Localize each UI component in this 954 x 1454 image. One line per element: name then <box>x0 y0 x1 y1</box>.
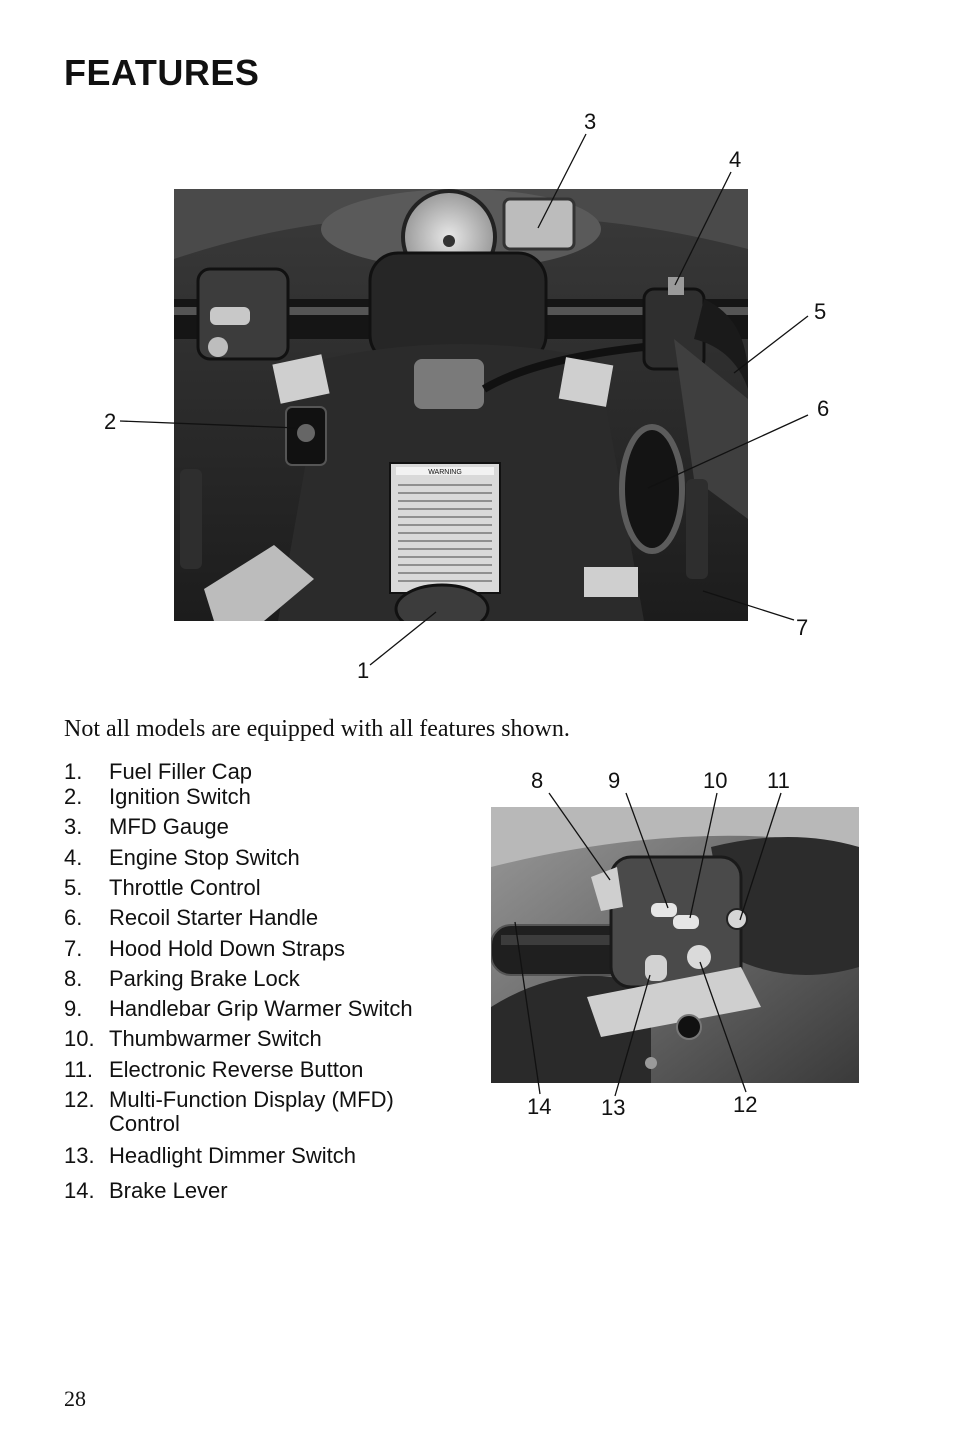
list-item: 3. MFD Gauge <box>64 814 229 839</box>
callout-11: 11 <box>767 768 790 793</box>
cockpit-photo <box>174 189 748 621</box>
recoil-starter-handle <box>622 427 682 551</box>
page-number: 28 <box>64 1386 86 1411</box>
list-item: 2. Ignition Switch <box>64 784 251 809</box>
page-title: FEATURES <box>64 52 260 93</box>
hood-hold-down-strap <box>686 479 708 579</box>
warning-label-text: WARNING <box>428 469 462 476</box>
list-item: 8. Parking Brake Lock <box>64 966 300 991</box>
list-item: 11. Electronic Reverse Button <box>64 1057 364 1082</box>
callout-1: 1 <box>357 658 370 683</box>
list-item: 14. Brake Lever <box>64 1178 228 1203</box>
list-item: 4. Engine Stop Switch <box>64 845 300 870</box>
callout-8: 8 <box>531 768 544 793</box>
list-item: 1. Fuel Filler Cap <box>64 759 253 784</box>
callout-4: 4 <box>729 147 742 172</box>
fuel-filler-cap <box>396 585 488 621</box>
callout-12: 12 <box>733 1092 758 1117</box>
callout-2: 2 <box>104 409 117 434</box>
list-item: 9. Handlebar Grip Warmer Switch <box>64 996 413 1021</box>
models-note: Not all models are equipped with all features shown. <box>64 716 570 742</box>
callout-14: 14 <box>527 1094 552 1119</box>
list-item: 12. Multi-Function Display (MFD) Control <box>64 1087 394 1136</box>
callout-3: 3 <box>584 109 597 134</box>
list-item: 10. Thumbwarmer Switch <box>64 1026 322 1051</box>
callout-10: 10 <box>703 768 728 793</box>
callout-13: 13 <box>601 1095 626 1120</box>
list-item: 13. Headlight Dimmer Switch <box>64 1143 356 1168</box>
callout-6: 6 <box>817 396 830 421</box>
list-item: 6. Recoil Starter Handle <box>64 905 319 930</box>
list-item: 5. Throttle Control <box>64 875 261 900</box>
list-item: 7. Hood Hold Down Straps <box>64 936 346 961</box>
grip-controls-photo <box>491 807 859 1083</box>
callout-5: 5 <box>814 299 827 324</box>
callout-7: 7 <box>796 615 809 640</box>
callout-9: 9 <box>608 768 621 793</box>
